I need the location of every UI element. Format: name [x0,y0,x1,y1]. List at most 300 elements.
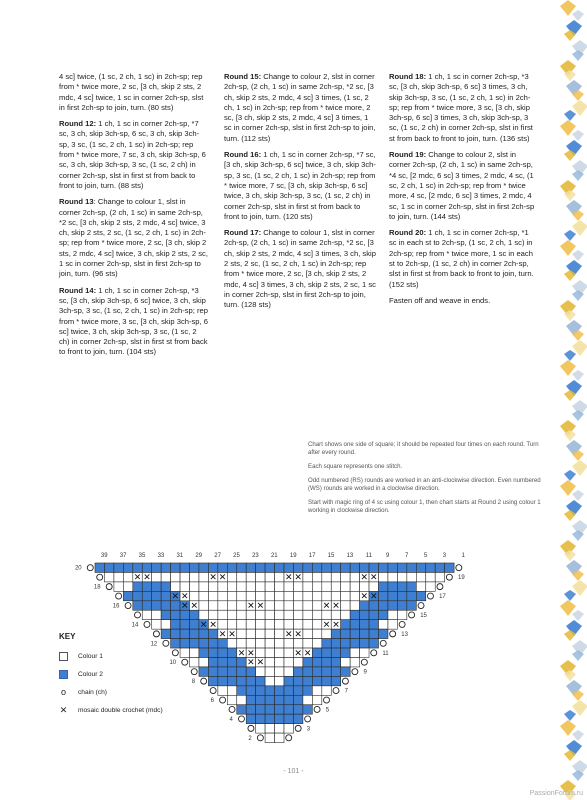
chart-cell [350,620,359,629]
chart-cell [331,610,340,619]
chart-chain-symbol [229,706,235,712]
chart-cell [303,658,312,667]
chart-cell [237,676,246,685]
chart-cell [133,601,142,610]
chart-chain-symbol [456,565,462,571]
chart-cell [303,676,312,685]
round-text: Change to colour 2, slst in corner 2ch-sp, (2 ch, 1 sc) in same 2ch-sp, *4 sc, [2 mdc, 6 sc] 3 times, 2 mdc, 4 sc, (1 sc, 2 ch, 1 sc) in 2ch-sp; rep from * twice more, 4 sc, [2 mdc, 6 sc] 3 times, 2 mdc, 4 sc, 1 sc in corner 2ch-sp, slst in first 2ch-sp to join, turn. (144 sts) [389,150,535,221]
chart-cell [284,676,293,685]
mdc-symbol-icon: ✕ [59,704,68,715]
chart-cell [360,629,369,638]
chart-cell [218,610,227,619]
chart-cell [208,667,217,676]
chart-cell [265,610,274,619]
chart-cell [237,582,246,591]
chart-cell [246,582,255,591]
key-row-colour1 [59,647,163,665]
chart-round-number: 7 [344,688,348,695]
chart-cell [256,629,265,638]
chart-chain-symbol [210,688,216,694]
chart-round-number: 14 [131,622,139,629]
chart-cell [227,639,236,648]
chart-cell [350,610,359,619]
chart-cell [426,563,435,572]
chart-cell [435,563,444,572]
chart-cell [303,667,312,676]
chart-chain-symbol [248,725,254,731]
round-label: Round 15: [224,72,262,81]
chart-cell [237,629,246,638]
round-label: Round 14: [59,285,97,295]
chart-cell [218,582,227,591]
chart-cell [265,686,274,695]
chart-cell [256,582,265,591]
chart-cell [331,572,340,581]
chart-cell [312,676,321,685]
key-label: Colour 1 [78,652,103,660]
chart-cell [237,620,246,629]
chart-cell [360,648,369,657]
chart-cell [265,733,274,742]
chart-cell [265,676,274,685]
chart-cell [284,705,293,714]
chart-cell [180,620,189,629]
chart-cell [397,610,406,619]
chart-column-number: 17 [308,553,316,559]
chart-chain-symbol [324,697,330,703]
chart-cell [303,591,312,600]
chart-cell [161,620,170,629]
chart-cell [360,610,369,619]
chart-cell [312,572,321,581]
chart-cell [341,667,350,676]
chart-cell [350,582,359,591]
chart-cell [133,591,142,600]
chart-key [59,632,163,719]
chart-cell [341,610,350,619]
chart-cell [369,620,378,629]
chart-cell [293,601,302,610]
chart-cell [218,620,227,629]
chart-cell [237,563,246,572]
chart-cell [312,563,321,572]
chart-round-number: 11 [382,650,389,657]
chart-cell [171,639,180,648]
chart-chain-symbol [418,603,424,609]
chart-cell [388,620,397,629]
chart-cell [265,639,274,648]
chart-mdc-mark: ✕ [370,573,378,584]
chart-cell [142,601,151,610]
chart-cell [256,695,265,704]
chart-cell [293,639,302,648]
chart-mdc-mark: ✕ [247,601,255,612]
chart-cell [265,667,274,676]
chart-cell [322,676,331,685]
page-number: - 101 - [283,768,304,775]
chart-cell [284,601,293,610]
chart-cell [331,648,340,657]
chart-cell [407,563,416,572]
chart-cell [246,563,255,572]
chart-cell [190,563,199,572]
chart-cell [407,601,416,610]
chart-cell [379,629,388,638]
chart-cell [237,610,246,619]
key-label: mosaic double crochet (mdc) [78,706,163,714]
chart-cell [275,733,284,742]
chart-cell [322,667,331,676]
chart-cell [246,705,255,714]
chart-cell [265,601,274,610]
chart-cell [322,563,331,572]
chart-cell [397,591,406,600]
chart-cell [256,620,265,629]
chart-mdc-mark: ✕ [181,601,189,612]
chart-cell [293,620,302,629]
chart-cell [303,610,312,619]
key-row-chain [59,683,163,701]
chart-cell [190,620,199,629]
chart-cell [284,610,293,619]
round-text: : Change to colour 1, slst in corner 2ch-sp, (2 ch, 1 sc) in same 2ch-sp, *2 sc, [3 ch, skip 2 sts, 2 mdc, 4 sc] twice, 3 ch, skip 2 sts, 2 sc, (1 sc, 2 ch, 1 sc) in 2ch-sp; rep from * twice more, 2 sc, [3 ch, skip 2 sts, 2 mdc, 4 sc] twice, 3 ch, skip 2 sts, 2 sc, 1 sc in corner 2ch-sp, slst in first 2ch-sp to join, turn. (96 sts) [59,197,208,279]
chart-cell [152,572,161,581]
chart-cell [312,667,321,676]
chart-cell [265,563,274,572]
chart-cell [379,582,388,591]
chart-cell [397,563,406,572]
chart-column-number: 37 [119,553,127,559]
chart-cell [152,563,161,572]
chart-cell [208,648,217,657]
chart-cell [265,572,274,581]
chart-mdc-mark: ✕ [284,629,293,640]
chart-cell [161,591,170,600]
chart-chain-symbol [295,725,301,731]
chart-chain-symbol [305,716,311,722]
chart-cell [275,601,284,610]
chart-cell [218,686,227,695]
chart-cell [190,572,199,581]
chart-chain-symbol [333,688,339,694]
chart-cell [256,648,265,657]
chart-cell [275,572,284,581]
chart-cell [265,620,274,629]
chart-cell [227,695,236,704]
chart-cell [161,601,170,610]
chart-cell [293,591,302,600]
chart-cell [123,563,132,572]
round-text: Change to colour 2, slst in corner 2ch-sp, (2 ch, 1 sc) in same 2ch-sp, *2 sc, [3 ch, skip 2 sts, 2 mdc, 4 sc] 3 times, (1 sc, 2 ch, 1 sc) in 2ch-sp; rep from * twice more, 2 sc, [3 ch, skip 2 sts, 2 mdc, 4 sc] 3 times, 1 sc in corner 2ch-sp, slst in first 2ch-sp to join, turn. (112 sts) [224,72,376,143]
chart-cell [293,658,302,667]
chart-chain-symbol [172,650,178,656]
chart-cell [171,620,180,629]
chart-cell [190,648,199,657]
chart-mdc-mark: ✕ [370,592,378,603]
chart-cell [199,591,208,600]
chart-cell [171,629,180,638]
chart-cell [284,582,293,591]
chart-cell [369,563,378,572]
chart-cell [208,629,217,638]
round-text: 1 ch, 1 sc in corner 2ch-sp, *3 sc, [3 ch, skip 3ch-sp, 6 sc] 3 times, 3 ch, skip 3ch-sp, 3 sc, (1 sc, 2 ch, 1 sc) in 2ch-sp; rep from * twice more, 3 sc, [3 ch, skip 3ch-sp, 6 sc] 3 times, 3 ch, skip 3ch-sp, 3 sc, (1 sc, 2 ch) in corner 2ch-sp, slst in first st from back to front to join, turn. (136 sts) [389,72,533,143]
chart-cell [379,572,388,581]
chart-cell [416,572,425,581]
chart-cell [331,658,340,667]
chart-cell [171,601,180,610]
chart-cell [246,695,255,704]
chart-round-number: 10 [169,660,177,667]
chart-cell [312,695,321,704]
chart-cell [341,648,350,657]
chart-cell [265,629,274,638]
chart-cell [218,648,227,657]
chart-cell [416,563,425,572]
chart-column-number: 13 [346,553,354,559]
chart-cell [284,658,293,667]
chart-cell [199,667,208,676]
chart-mdc-mark: ✕ [360,573,369,584]
chart-cell [293,610,302,619]
round-text: Fasten off and weave in ends. [389,295,491,305]
chart-cell [284,714,293,723]
chart-cell [341,563,350,572]
chart-cell [114,563,123,572]
chart-cell [331,639,340,648]
chart-cell [379,620,388,629]
chart-cell [303,695,312,704]
chart-chain-symbol [220,697,226,703]
chart-chain-symbol [371,650,377,656]
chart-cell [379,610,388,619]
chart-cell [246,686,255,695]
chart-cell [350,648,359,657]
chart-chain-symbol [135,612,141,618]
chart-cell [133,563,142,572]
chart-cell [275,714,284,723]
chart-cell [331,591,340,600]
chart-cell [227,658,236,667]
chart-cell [293,667,302,676]
chart-cell [190,591,199,600]
chart-cell [435,572,444,581]
chart-cell [161,610,170,619]
chart-cell [218,601,227,610]
chart-cell [161,563,170,572]
chart-cell [293,695,302,704]
chart-cell [114,582,123,591]
chart-cell [114,572,123,581]
chart-mdc-mark: ✕ [294,573,302,584]
chart-cell [275,705,284,714]
chart-cell [303,629,312,638]
colour1-swatch [59,652,68,661]
chart-cell [341,572,350,581]
chart-cell [190,629,199,638]
chart-cell [331,676,340,685]
chart-cell [199,563,208,572]
chart-round-number: 17 [439,594,446,601]
chart-cell [246,714,255,723]
chart-cell [331,563,340,572]
chart-cell [190,639,199,648]
chart-cell [218,658,227,667]
chart-cell [275,724,284,733]
chart-mdc-mark: ✕ [181,592,189,603]
chart-chain-symbol [342,678,348,684]
chart-cell [312,686,321,695]
chart-cell [256,563,265,572]
chart-cell [322,591,331,600]
round-text: Change to colour 1, slst in corner 2ch-sp, (2 ch, 1 sc) in same 2ch-sp, *2 sc, [3 ch, skip 2 sts, 2 mdc, 4 sc] 3 times, 3 ch, skip 2 sts, 2 sc, (1 sc, 2 ch, 1 sc) in 2ch-sp; rep from * twice more, 2 sc, [3 ch, skip 2 sts, 2 mdc, 4 sc] 3 times, 3 ch, skip 2 sts, 2 sc, 1 sc in corner 2ch-sp, slst in first 2ch-sp to join, turn. (128 sts) [224,228,376,310]
chart-cell [104,572,113,581]
chart-cell [256,667,265,676]
chart-cell [265,591,274,600]
chart-cell [218,563,227,572]
chart-cell [369,610,378,619]
chart-cell [331,629,340,638]
chart-cell [152,601,161,610]
chart-cell [218,591,227,600]
chart-column-number: 31 [176,553,184,559]
chart-mdc-mark: ✕ [256,658,265,669]
chart-column-number: 35 [138,553,146,559]
chart-cell [142,591,151,600]
chart-cell [284,648,293,657]
chart-cell [360,639,369,648]
chart-cell [350,591,359,600]
chart-cell [142,582,151,591]
chart-cell [407,591,416,600]
chart-column-number: 33 [157,553,165,559]
chart-cell [341,601,350,610]
chart-chain-symbol [427,593,433,599]
chart-cell [379,591,388,600]
chart-cell [293,705,302,714]
chart-cell [227,582,236,591]
chart-cell [350,629,359,638]
chart-column-number: 19 [289,553,297,559]
chart-cell [407,572,416,581]
chart-cell [152,582,161,591]
chart-cell [256,572,265,581]
chart-chain-symbol [97,574,103,580]
chart-chain-symbol [238,716,244,722]
chart-cell [256,639,265,648]
chart-cell [312,601,321,610]
chart-chain-symbol [409,612,415,618]
chart-cell [369,582,378,591]
chart-column-number: 1 [461,553,465,559]
chart-cell [180,629,189,638]
chart-cell [180,610,189,619]
chart-cell [199,629,208,638]
chart-chain-symbol [163,640,169,646]
chart-cell [341,639,350,648]
chart-cell [95,563,104,572]
chart-cell [369,601,378,610]
chart-cell [227,676,236,685]
chart-cell [265,714,274,723]
chart-cell [322,629,331,638]
chart-cell [303,572,312,581]
chart-round-number: 9 [363,669,367,676]
chart-cell [237,658,246,667]
chart-cell [312,658,321,667]
key-title: KEY [59,632,76,641]
chart-cell [284,686,293,695]
chart-cell [416,582,425,591]
chart-round-number: 3 [306,726,311,733]
chart-cell [265,724,274,733]
chart-cell [199,610,208,619]
chart-cell [227,591,236,600]
chart-cell [227,648,236,657]
chart-cell [246,620,255,629]
chart-cell [360,601,369,610]
chart-cell [322,648,331,657]
chart-cell [322,610,331,619]
chart-cell [293,686,302,695]
chart-mdc-mark: ✕ [133,573,142,584]
chart-cell [161,572,170,581]
round-label: Round 17: [224,228,262,238]
chart-cell [312,648,321,657]
chart-cell [379,563,388,572]
chart-column-number: 7 [404,553,409,559]
chart-cell [350,572,359,581]
chart-cell [256,686,265,695]
chart-column-number: 25 [233,553,240,559]
chart-mdc-mark: ✕ [284,573,293,584]
chart-chain-symbol [116,593,122,599]
chart-mdc-mark: ✕ [209,573,217,584]
chart-cell [227,667,236,676]
round-label: Round 18: [389,72,427,81]
chart-cell [275,686,284,695]
chart-cell [303,620,312,629]
chart-chain-symbol [191,669,197,675]
chart-mdc-mark: ✕ [228,629,236,640]
chart-mdc-mark: ✕ [218,629,227,640]
chart-cell [199,648,208,657]
chart-cell [256,724,265,733]
chart-column-number: 39 [100,553,108,559]
chart-cell [341,591,350,600]
chart-column-number: 29 [195,553,203,559]
chart-cell [407,582,416,591]
chart-cell [293,714,302,723]
chart-cell [208,610,217,619]
chart-cell [303,686,312,695]
chart-cell [265,695,274,704]
chart-cell [379,601,388,610]
chart-cell [218,676,227,685]
chart-cell [133,582,142,591]
chart-cell [104,563,113,572]
chart-cell [218,639,227,648]
chart-chain-symbol [87,565,93,571]
chart-cell [265,705,274,714]
chart-cell [303,582,312,591]
round-label: Round 13 [59,197,94,207]
chart-cell [208,582,217,591]
chart-round-number: 13 [401,631,408,638]
key-label: chain (ch) [78,688,107,696]
chart-cell [284,620,293,629]
chart-cell [284,591,293,600]
chart-round-number: 2 [248,735,252,742]
